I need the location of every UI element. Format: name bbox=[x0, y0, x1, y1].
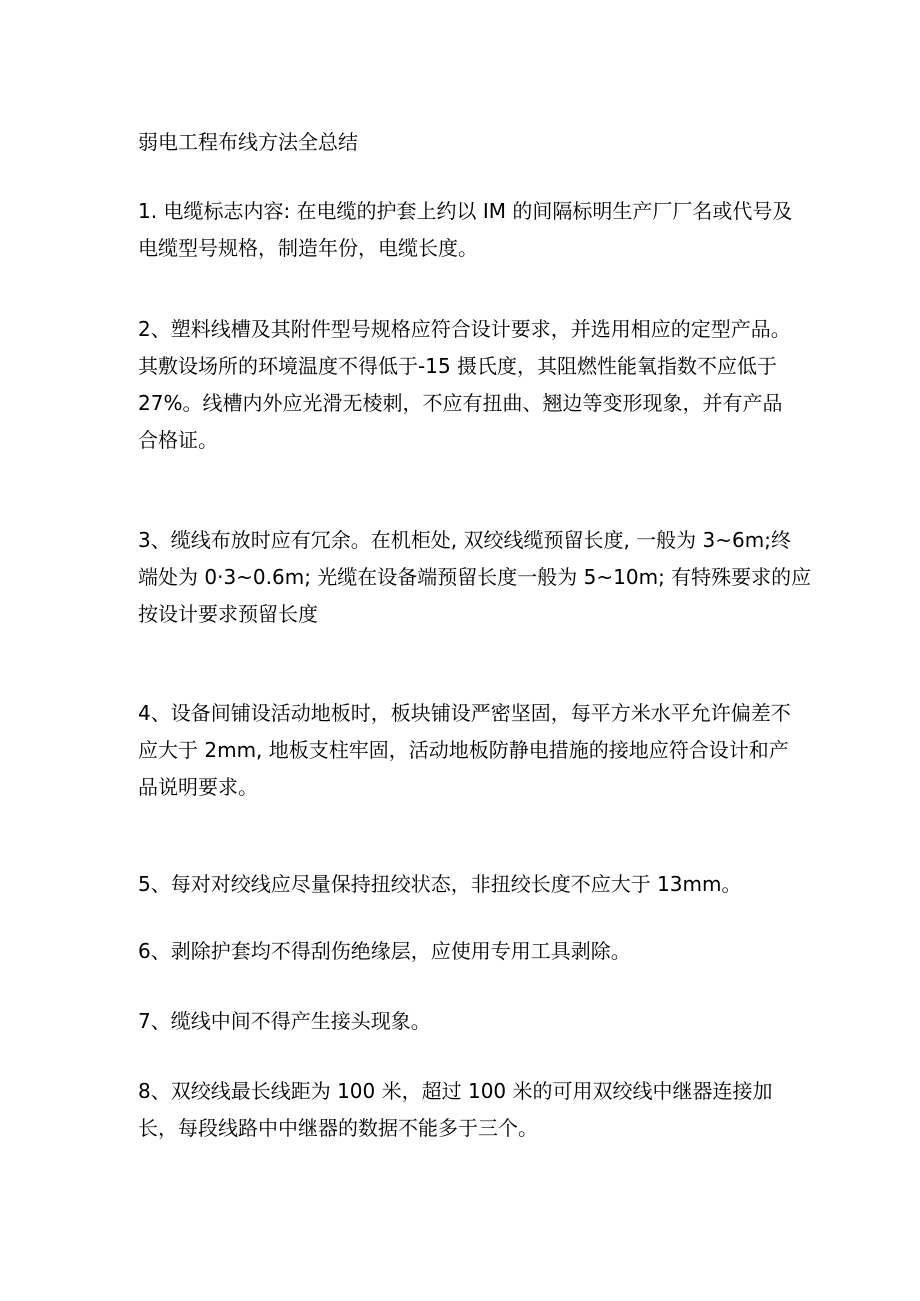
paragraph-line: 3、缆线布放时应有冗余。在机柜处, 双绞线缆预留长度, 一般为 3~6m;终 bbox=[138, 528, 791, 552]
paragraph-6 bbox=[138, 933, 810, 970]
paragraph-2 bbox=[138, 311, 810, 459]
paragraph-line: 7、缆线中间不得产生接头现象。 bbox=[138, 1009, 431, 1033]
paragraph-3 bbox=[138, 522, 810, 633]
paragraph-line: 长，每段线路中中继器的数据不能多于三个。 bbox=[138, 1116, 538, 1140]
paragraph-line: 应大于 2mm, 地板支柱牢固，活动地板防静电措施的接地应符合设计和产 bbox=[138, 738, 789, 762]
paragraph-line: 4、设备间铺设活动地板时，板块铺设严密坚固，每平方米水平允许偏差不 bbox=[138, 701, 791, 725]
paragraph-line: 27%。线槽内外应光滑无棱刺，不应有扭曲、翘边等变形现象，并有产品 bbox=[138, 391, 783, 415]
paragraph-7 bbox=[138, 1003, 810, 1040]
paragraph-line: 合格证。 bbox=[138, 428, 218, 452]
paragraph-line: 2、塑料线槽及其附件型号规格应符合设计要求，并选用相应的定型产品。 bbox=[138, 317, 791, 341]
paragraph-line: 品说明要求。 bbox=[138, 775, 258, 799]
paragraph-line: 6、剥除护套均不得刮伤绝缘层，应使用专用工具剥除。 bbox=[138, 939, 631, 963]
paragraph-line: 8、双绞线最长线距为 100 米，超过 100 米的可用双绞线中继器连接加 bbox=[138, 1079, 773, 1103]
paragraph-8 bbox=[138, 1073, 810, 1147]
paragraph-line: 其敷设场所的环境温度不得低于-15 摄氏度，其阻燃性能氧指数不应低于 bbox=[138, 354, 778, 378]
paragraph-line: 5、每对对绞线应尽量保持扭绞状态，非扭绞长度不应大于 13mm。 bbox=[138, 872, 742, 896]
paragraph-1 bbox=[138, 193, 810, 267]
paragraph-4 bbox=[138, 695, 810, 806]
paragraph-line: 电缆型号规格，制造年份，电缆长度。 bbox=[138, 236, 478, 260]
paragraph-line: 端处为 0·3~0.6m; 光缆在设备端预留长度一般为 5~10m; 有特殊要求的应 bbox=[138, 565, 812, 589]
paragraph-line: 按设计要求预留长度 bbox=[138, 602, 318, 626]
paragraph-line: 1. 电缆标志内容: 在电缆的护套上约以 IM 的间隔标明生产厂厂名或代号及 bbox=[138, 199, 793, 223]
paragraph-5 bbox=[138, 866, 810, 903]
document-title: 弱电工程布线方法全总结 bbox=[138, 130, 358, 154]
